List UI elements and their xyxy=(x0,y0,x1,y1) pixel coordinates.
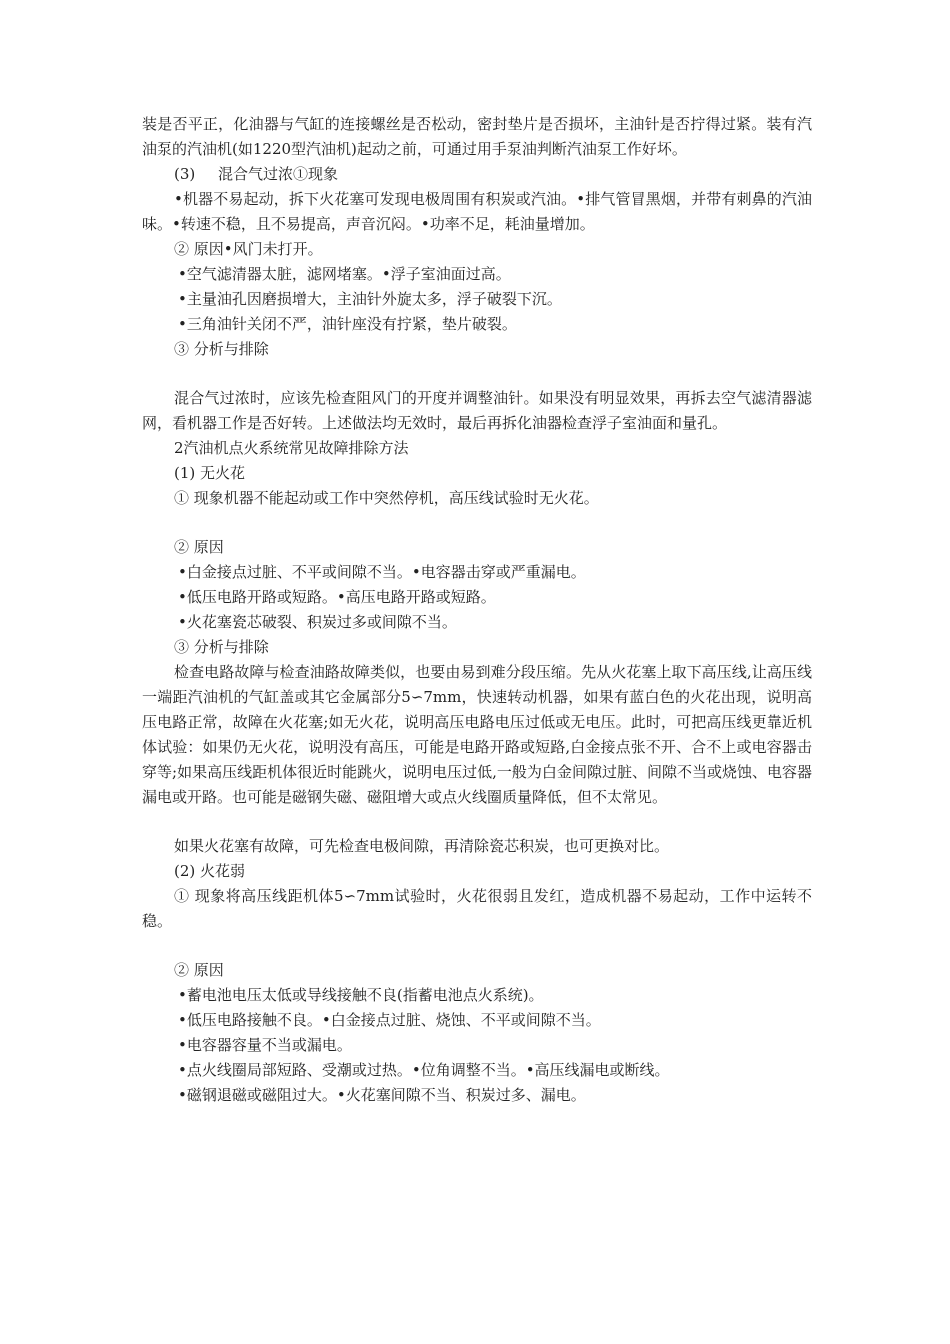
paragraph-spark-plug-fault: 如果火花塞有故障，可先检查电极间隙，再清除瓷芯积炭，也可更换对比。 xyxy=(174,837,670,855)
paragraph-carburetor-check: 装是否平正，化油器与气缸的连接螺丝是否松动，密封垫片是否损坏，主油针是否拧得过紧。装有汽油泵的汽油机(如1220型汽油机)起动之前，可通过用手泵油判断汽油泵工作好坏。 xyxy=(142,115,812,158)
paragraph-no-spark-analysis: 检查电路故障与检查油路故障类似，也要由易到难分段压缩。先从火花塞上取下高压线,让高压线一端距汽油机的气缸盖或其它金属部分5∽7mm，快速转动机器，如果有蓝白色的火花出现，说明高压电路正常，故障在火花塞;如无火花，说明高压电路电压过低或无电压。此时，可把高压线更靠近机体试验：如果仍无火花，说明没有高压，可能是电路开路或短路,白金接点张不开、合不上或电容器击穿等;如果高压线距机体很近时能跳火，说明电压过低,一般为白金间隙过脏、间隙不当或烧蚀、电容器漏电或开路。也可能是磁钢失磁、磁阻增大或点火线圈质量降低，但不太常见。 xyxy=(142,663,812,806)
list-item: •三角油针关闭不严，油针座没有拧紧，垫片破裂。 xyxy=(178,315,517,333)
list-item: •主量油孔因磨损增大，主油针外旋太多，浮子破裂下沉。 xyxy=(178,290,562,308)
list-item: •点火线圈局部短路、受潮或过热。•位角调整不当。•高压线漏电或断线。 xyxy=(178,1061,670,1079)
document-page xyxy=(142,112,812,1108)
list-item: •低压电路接触不良。•白金接点过脏、烧蚀、不平或间隙不当。 xyxy=(178,1011,601,1029)
list-item: •空气滤清器太脏，滤网堵塞。•浮子室油面过高。 xyxy=(178,265,511,283)
paragraph-weak-spark-cause-heading: ② 原因 xyxy=(174,961,224,979)
paragraph-rich-symptoms: •机器不易起动，拆下火花塞可发现电极周围有积炭或汽油。•排气管冒黑烟，并带有刺鼻的汽油味。•转速不稳，且不易提高，声音沉闷。•功率不足，耗油量增加。 xyxy=(142,190,812,233)
paragraph-rich-analysis: 混合气过浓时，应该先检查阻风门的开度并调整油针。如果没有明显效果，再拆去空气滤清器滤网，看机器工作是否好转。上述做法均无效时，最后再拆化油器检查浮子室油面和量孔。 xyxy=(142,389,812,432)
list-item: •磁钢退磁或磁阻过大。•火花塞间隙不当、积炭过多、漏电。 xyxy=(178,1086,586,1104)
list-item: •白金接点过脏、不平或间隙不当。•电容器击穿或严重漏电。 xyxy=(178,563,586,581)
paragraph-weak-spark-symptom: ① 现象将高压线距机体5∽7mm试验时，火花很弱且发红，造成机器不易起动，工作中运转不稳。 xyxy=(142,887,812,930)
section-rich-mixture-heading xyxy=(142,162,812,187)
section-number: (3) xyxy=(174,165,196,183)
section-title: 混合气过浓①现象 xyxy=(218,165,339,183)
paragraph-no-spark-analysis-heading: ③ 分析与排除 xyxy=(174,638,269,656)
list-item: •蓄电池电压太低或导线接触不良(指蓄电池点火系统)。 xyxy=(178,986,544,1004)
list-item: •火花塞瓷芯破裂、积炭过多或间隙不当。 xyxy=(178,613,457,631)
section-ignition-heading: 2汽油机点火系统常见故障排除方法 xyxy=(174,439,409,457)
list-item: •低压电路开路或短路。•高压电路开路或短路。 xyxy=(178,588,496,606)
paragraph-rich-cause-heading: ② 原因•风门未打开。 xyxy=(174,240,323,258)
paragraph-no-spark-cause-heading: ② 原因 xyxy=(174,538,224,556)
paragraph-no-spark-symptom: ① 现象机器不能起动或工作中突然停机，高压线试验时无火花。 xyxy=(174,489,599,507)
subsection-no-spark-heading: (1) 无火花 xyxy=(174,464,246,482)
paragraph-rich-analysis-heading: ③ 分析与排除 xyxy=(174,340,269,358)
list-item: •电容器容量不当或漏电。 xyxy=(178,1036,352,1054)
subsection-weak-spark-heading: (2) 火花弱 xyxy=(174,862,246,880)
